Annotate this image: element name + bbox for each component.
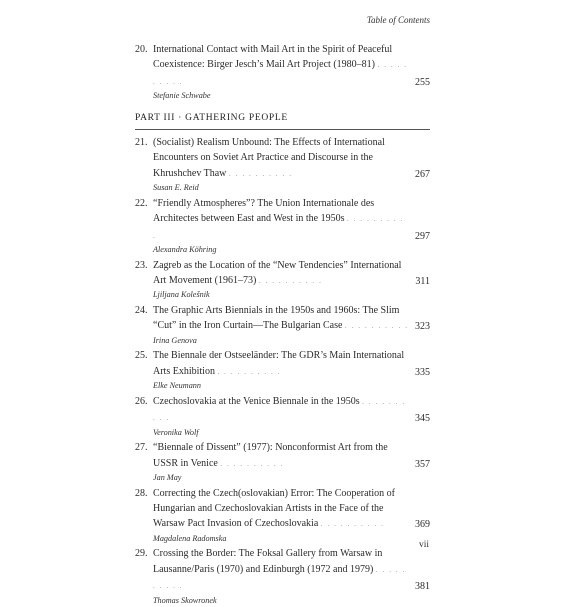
entry-number: 21.	[135, 137, 148, 148]
entry-title: The Biennale der Ostseeländer: The GDR’s Main International Arts Exhibition	[153, 350, 405, 377]
dot-leader: . . . . . . . . . .	[220, 459, 284, 468]
entry-page: 335	[415, 366, 430, 378]
running-head: Table of Contents	[366, 15, 430, 25]
entry-title: “Friendly Atmospheres”? The Union Internationale des Architectes between East and West in the 1950s	[153, 197, 375, 225]
dot-leader: . . . . . . . . . .	[217, 367, 282, 376]
toc-entries	[135, 135, 430, 607]
entry-author: Irina Genova	[153, 335, 197, 345]
entry-author: Magdalena Radomska	[153, 533, 227, 543]
entry-title: “Biennale of Dissent” (1977): Nonconformist Art from the USSR in Venice	[153, 442, 388, 469]
toc-entry[interactable]	[135, 42, 430, 102]
dot-leader: . . . . . . . . . .	[153, 565, 406, 591]
entry-author: Veronika Wolf	[153, 427, 199, 437]
entry-page: 369	[415, 519, 430, 531]
toc-entry[interactable]	[135, 486, 430, 545]
entry-page: 267	[415, 168, 430, 180]
entry-number: 28.	[135, 487, 148, 499]
toc-entry[interactable]	[135, 196, 430, 256]
entry-page: 323	[415, 321, 430, 333]
entry-author: Jan May	[153, 473, 182, 483]
part-heading: PART III · GATHERING PEOPLE	[135, 113, 288, 123]
dot-leader: . . . . . . . . . .	[153, 397, 406, 423]
toc-entry[interactable]	[135, 348, 430, 392]
entry-number: 22.	[135, 197, 148, 209]
dot-leader: . . . . . . . . . .	[153, 215, 404, 240]
toc-entry[interactable]	[135, 303, 430, 347]
dot-leader: . . . . . . . . . .	[320, 520, 385, 529]
entry-title: Czechoslovakia at the Venice Biennale in the 1950s	[153, 395, 360, 407]
entry-title: Zagreb as the Location of the “New Tendencies” International Art Movement (1961–73)	[153, 259, 402, 287]
entry-title: Correcting the Czech(oslovakian) Error: The Cooperation of Hungarian and Czechoslovakian Artists in the Face of the Warsaw Pact Invasion of Czechoslovakia	[153, 487, 395, 530]
part-divider	[135, 129, 430, 130]
toc-entry[interactable]	[135, 394, 430, 439]
toc-entry[interactable]	[135, 135, 430, 194]
entry-author: Elke Neumann	[153, 381, 201, 391]
entry-number: 29.	[135, 548, 148, 560]
entry-author: Susan E. Reid	[153, 183, 199, 193]
entry-page: 381	[415, 581, 430, 593]
entry-author: Alexandra Köhring	[153, 245, 217, 255]
page-number: vii	[418, 540, 429, 550]
entry-author: Stefanie Schwabe	[153, 91, 211, 101]
entry-page: 297	[415, 230, 430, 242]
entry-number: 25.	[135, 350, 148, 362]
entry-title: (Socialist) Realism Unbound: The Effects of International Encounters on Soviet Art Practice and Discourse in the Khrushchev Thaw	[153, 137, 385, 179]
entry-number: 23.	[135, 259, 148, 271]
entry-author: Ljiljana Kolešnik	[153, 290, 210, 300]
toc-entry[interactable]	[135, 258, 430, 302]
dot-leader: . . . . . . . . . .	[153, 61, 408, 86]
entry-page: 255	[415, 76, 430, 88]
entry-page: 345	[415, 413, 430, 425]
entry-number: 27.	[135, 442, 148, 454]
toc-entry[interactable]	[135, 546, 430, 606]
dot-leader: . . . . . . . . . .	[258, 277, 323, 286]
entry-page: 357	[415, 458, 430, 470]
entry-page: 311	[415, 276, 430, 288]
toc-entry[interactable]	[135, 440, 430, 484]
part-section	[135, 113, 430, 607]
toc-top-section	[135, 42, 430, 102]
entry-title: The Graphic Arts Biennials in the 1950s and 1960s: The Slim “Cut” in the Iron Curtain—The Bulgarian Case	[153, 305, 400, 332]
entry-number: 20.	[135, 44, 148, 55]
dot-leader: . . . . . . . . . .	[228, 169, 293, 178]
entry-number: 26.	[135, 395, 148, 407]
entry-number: 24.	[135, 305, 148, 317]
entry-author: Thomas Skowronek	[153, 595, 217, 605]
entry-title: Crossing the Border: The Foksal Gallery from Warsaw in Lausanne/Paris (1970) and Edinburgh (1972 and 1979)	[153, 548, 383, 575]
dot-leader: . . . . . . . . . .	[344, 322, 409, 331]
entry-title: International Contact with Mail Art in the Spirit of Peaceful Coexistence: Birger Jesch’s Mail Art Project (1980–81)	[153, 44, 393, 71]
